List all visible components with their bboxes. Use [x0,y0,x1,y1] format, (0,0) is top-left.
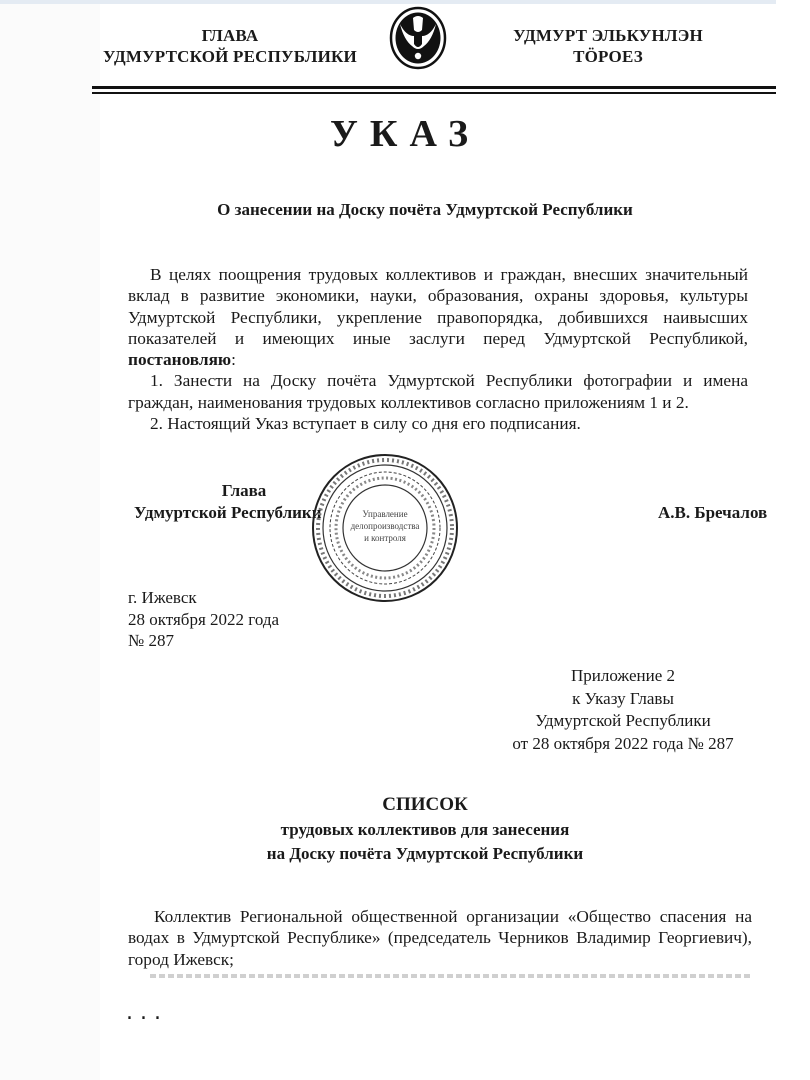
annex-line-3: Удмуртской Республики [535,711,711,730]
header-right [492,25,724,67]
header-left [92,25,368,67]
preamble [128,264,748,370]
list-subtitle [0,818,810,866]
decree-body [128,264,748,434]
decree-subtitle: О занесении на Доску почёта Удмуртской Республики [217,200,633,219]
annex-line-2: к Указу Главы [572,688,674,708]
header-left-line1: ГЛАВА [201,26,259,45]
annex-line-1: Приложение 2 [571,666,675,685]
continuation-ellipsis: ... [126,1000,168,1025]
annex-line-4: от 28 октября 2022 года № 287 [512,733,734,753]
header-right-line1: УДМУРТ ЭЛЬКУНЛЭН [513,26,703,45]
seal-center-text [339,508,431,544]
header-right-line2: ТӦРОЕЗ [573,47,643,66]
list-subtitle-line1: трудовых коллективов для занесения [280,820,570,839]
signatory-position-line1: Глава [221,481,267,500]
decree-date: 28 октября 2022 года [128,609,280,629]
decree-item-2: 2. Настоящий Указ вступает в силу со дня его подписания. [150,414,581,434]
preamble-end: : [231,350,236,370]
seal-line-2: делопроизводства [350,521,420,531]
decree-item-1: 1. Занести на Доску почёта Удмуртской Республики фотографии и имена граждан, наименования трудовых коллективов согласно приложениям 1 и 2. [128,371,748,412]
preamble-text: В целях поощрения трудовых коллективов и граждан, внесших значительный вклад в развитие экономики, науки, образования, охраны здоровья, культуры Удмуртской Республики, укрепление правопорядка, добившихся наивысших показателей и имеющих иные заслуги перед Удмуртской Республикой, [128,265,748,348]
official-seal-icon [309,452,461,604]
place-date-block [128,587,279,652]
preamble-bold: постановляю [128,350,232,370]
udmurt-coat-of-arms-icon [386,6,450,70]
header-left-line2: УДМУРТСКОЙ РЕСПУБЛИКИ [103,47,357,66]
top-edge-strip [0,0,776,4]
list-title: СПИСОК [382,794,468,815]
header-rule-thin [92,92,776,94]
decree-title: УКАЗ [330,113,480,155]
list-entries [128,906,752,970]
cut-off-text-line [150,974,750,978]
list-entry-1: Коллектив Региональной общественной организации «Общество спасения на водах в Удмуртской Республике» (председатель Черников Владимир Георгиевич), город Ижевск; [128,907,752,969]
page-margin [0,0,100,1080]
signatory-position-line2: Удмуртской Республики [134,503,322,522]
city: г. Ижевск [128,588,197,607]
signatory-name: А.В. Бречалов [658,503,768,522]
annex-reference [460,665,786,755]
seal-line-1: Управление [362,509,408,519]
header-rule-thick [92,86,776,89]
list-subtitle-line2: на Доску почёта Удмуртской Республики [266,844,584,863]
decree-number: № 287 [128,631,174,650]
seal-line-3: и контроля [364,533,406,543]
